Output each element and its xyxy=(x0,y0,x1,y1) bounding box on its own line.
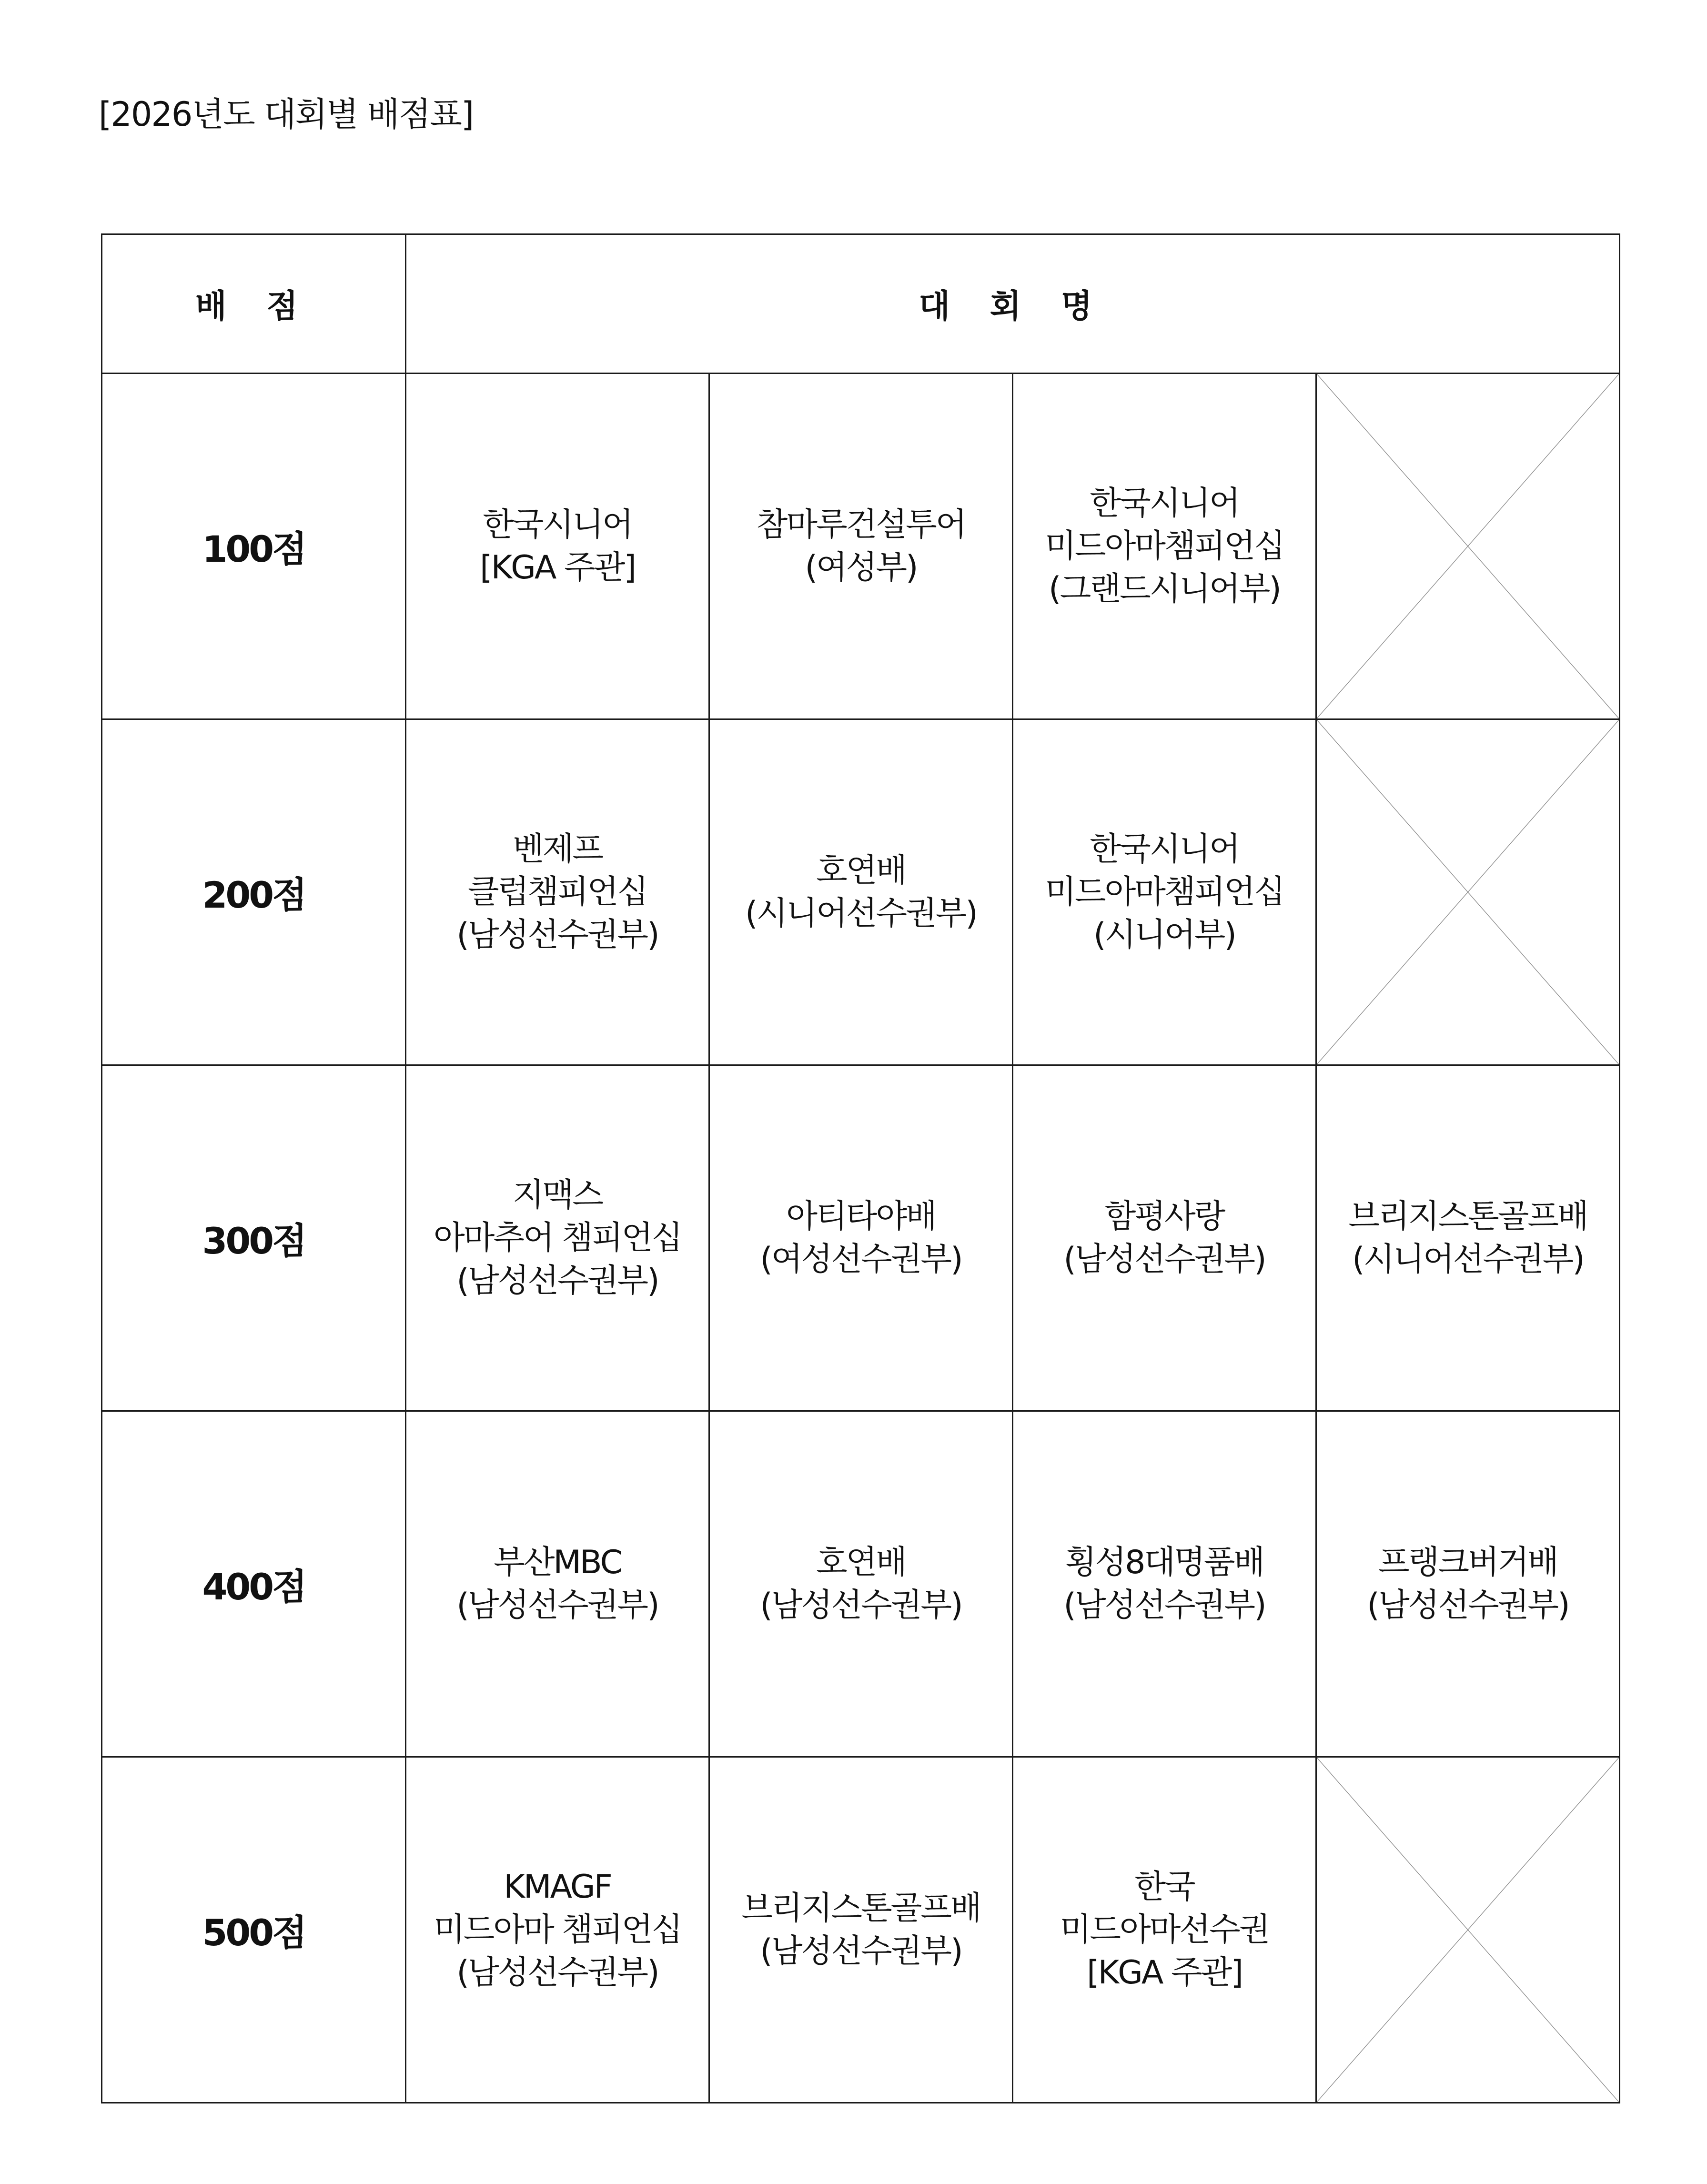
table-body xyxy=(102,234,1620,2103)
tournament-cell xyxy=(1013,1757,1316,2103)
tournament-name-line: 횡성8대명품배 xyxy=(1065,1543,1264,1581)
header-tournament-name: 대 회 명 xyxy=(406,234,1620,374)
tournament-name-line: KMAGF xyxy=(504,1868,611,1906)
tournament-name-line: (여성부) xyxy=(805,548,917,586)
tournament-cell xyxy=(709,1065,1013,1411)
tournament-name-line: (남성선수권부) xyxy=(760,1586,962,1624)
tournament-cell xyxy=(1013,1411,1316,1757)
empty-cell-cross xyxy=(1316,374,1620,719)
tournament-name-line: 클럽챔피언십 xyxy=(467,873,647,911)
table-row xyxy=(102,374,1620,719)
tournament-name-line: 참마루건설투어 xyxy=(756,506,966,544)
empty-cell-cross xyxy=(1316,1757,1620,2103)
tournament-name-line: (남성선수권부) xyxy=(456,916,658,954)
tournament-name-line: 아마추어 챔피언십 xyxy=(433,1219,682,1257)
tournament-name-line: 호연배 xyxy=(816,851,906,890)
tournament-name-line: 부산MBC xyxy=(494,1543,621,1581)
tournament-name-line: [KGA 주관] xyxy=(1087,1953,1242,1992)
document-title: [2026년도 대회별 배점표] xyxy=(99,95,474,134)
header-score: 배 점 xyxy=(102,234,406,374)
tournament-name-line: 한국시니어 xyxy=(483,506,632,544)
tournament-cell xyxy=(1013,719,1316,1065)
tournament-name-line: (남성선수권부) xyxy=(760,1932,962,1970)
tournament-cell xyxy=(1316,1411,1620,1757)
tournament-name-line: (남성선수권부) xyxy=(1063,1586,1265,1624)
tournament-name-line: 한국시니어 xyxy=(1090,484,1239,522)
tournament-cell xyxy=(406,1757,709,2103)
tournament-cell xyxy=(709,1757,1013,2103)
tournament-name-line: 브리지스톤골프배 xyxy=(1348,1197,1587,1235)
tournament-cell xyxy=(709,374,1013,719)
tournament-name-line: (남성선수권부) xyxy=(456,1953,658,1992)
tournament-name-line: (여성선수권부) xyxy=(760,1240,962,1278)
score-cell: 200점 xyxy=(102,719,406,1065)
tournament-name-line: (시니어선수권부) xyxy=(745,894,977,932)
tournament-name-line: (시니어부) xyxy=(1093,916,1235,954)
score-cell: 500점 xyxy=(102,1757,406,2103)
score-cell: 300점 xyxy=(102,1065,406,1411)
tournament-name-line: (남성선수권부) xyxy=(456,1586,658,1624)
tournament-name-line: 아티타야배 xyxy=(786,1197,936,1235)
tournament-name-line: 함평사랑 xyxy=(1104,1197,1224,1235)
tournament-name-line: 미드아마선수권 xyxy=(1060,1911,1269,1949)
tournament-name-line: 호연배 xyxy=(816,1543,906,1581)
tournament-name-line: 한국 xyxy=(1134,1868,1194,1906)
tournament-name-line: 미드아마 챔피언십 xyxy=(433,1911,682,1949)
tournament-name-line: 미드아마챔피언십 xyxy=(1045,527,1284,565)
tournament-cell xyxy=(1013,374,1316,719)
tournament-cell xyxy=(406,374,709,719)
tournament-name-line: 한국시니어 xyxy=(1090,830,1239,868)
tournament-name-line: 지맥스 xyxy=(512,1176,603,1214)
table-row xyxy=(102,1411,1620,1757)
table-row xyxy=(102,719,1620,1065)
tournament-cell xyxy=(406,1411,709,1757)
tournament-name-line: (남성선수권부) xyxy=(1063,1240,1265,1278)
tournament-cell xyxy=(1316,1065,1620,1411)
tournament-name-line: 벤제프 xyxy=(512,830,603,868)
score-cell: 400점 xyxy=(102,1411,406,1757)
empty-cell-cross xyxy=(1316,719,1620,1065)
score-cell: 100점 xyxy=(102,374,406,719)
tournament-cell xyxy=(709,719,1013,1065)
tournament-name-line: (그랜드시니어부) xyxy=(1049,570,1280,608)
tournament-name-line: (시니어선수권부) xyxy=(1352,1240,1584,1278)
tournament-name-line: 프랭크버거배 xyxy=(1378,1543,1558,1581)
table-header-row xyxy=(102,234,1620,374)
tournament-cell xyxy=(406,1065,709,1411)
tournament-name-line: (남성선수권부) xyxy=(456,1262,658,1300)
score-table xyxy=(101,233,1620,2103)
cross-mark-icon xyxy=(1317,1758,1619,2102)
tournament-name-line: 미드아마챔피언십 xyxy=(1045,873,1284,911)
tournament-name-line: [KGA 주관] xyxy=(480,548,635,586)
table-row xyxy=(102,1757,1620,2103)
cross-mark-icon xyxy=(1317,720,1619,1064)
cross-mark-icon xyxy=(1317,374,1619,718)
table-row xyxy=(102,1065,1620,1411)
tournament-name-line: 브리지스톤골프배 xyxy=(741,1889,980,1927)
tournament-name-line: (남성선수권부) xyxy=(1367,1586,1569,1624)
tournament-cell xyxy=(1013,1065,1316,1411)
tournament-cell xyxy=(406,719,709,1065)
tournament-cell xyxy=(709,1411,1013,1757)
